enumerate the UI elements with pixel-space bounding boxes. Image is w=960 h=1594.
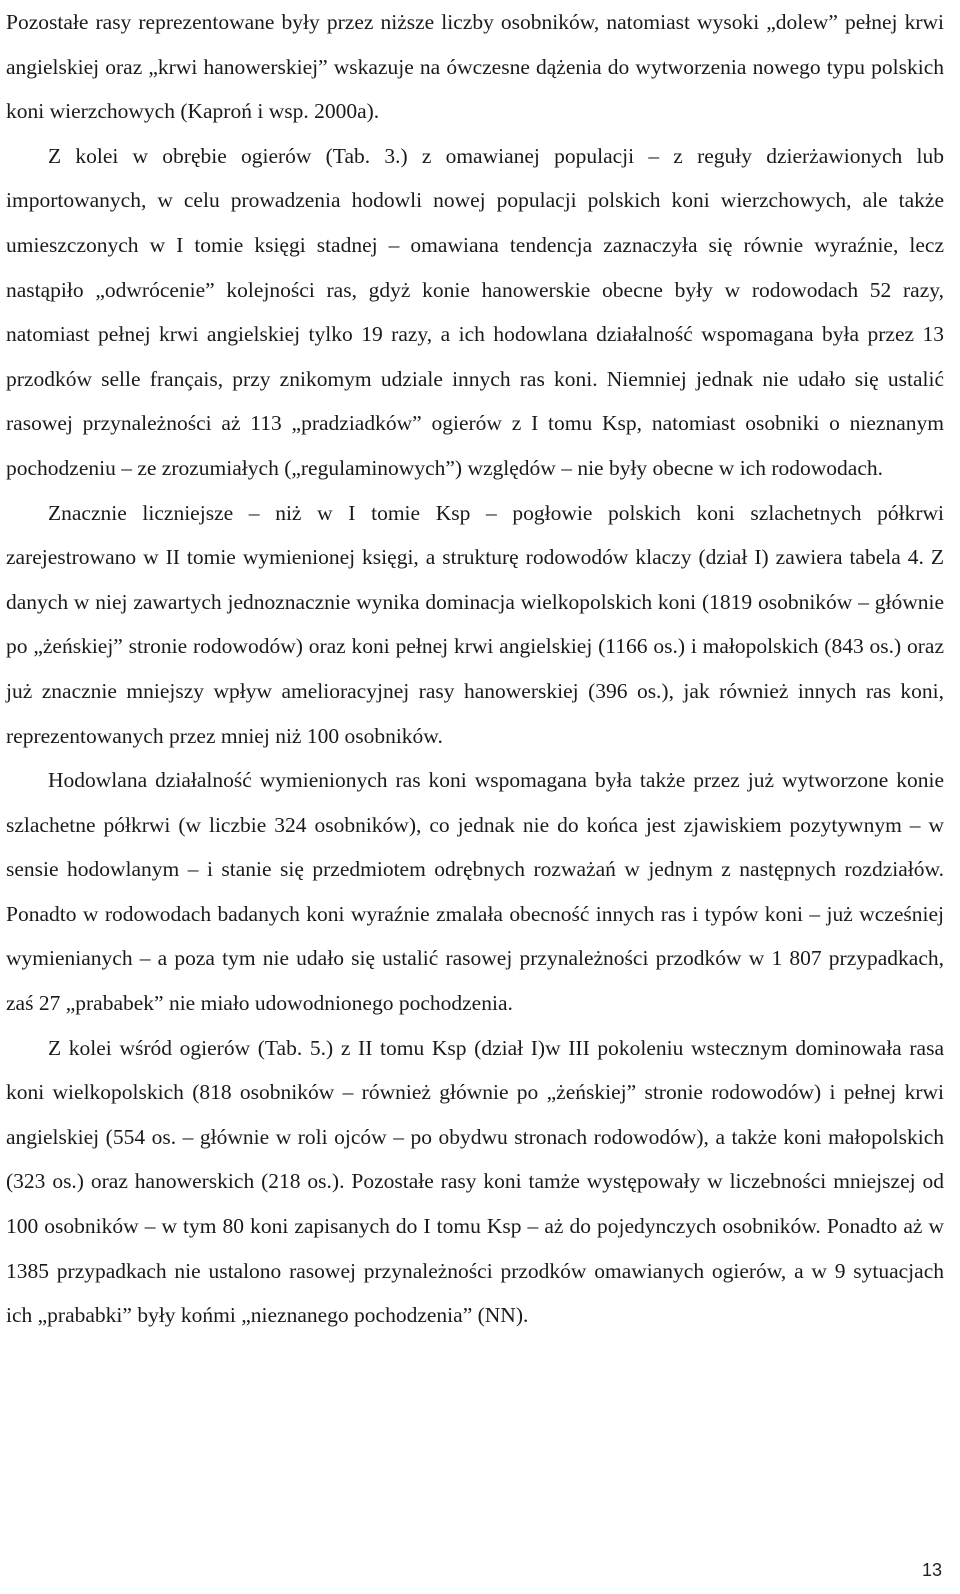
paragraph-4: Hodowlana działalność wymienionych ras koni wspomagana była także przez już wytworzone konie szlachetne półkrwi (w liczbie 324 osobników), co jednak nie do końca jest zjawiskiem pozytywnym – w sensie hodowlanym – i stanie się przedmiotem odrębnych rozważań w jednym z następnych rozdziałów. Ponadto w rodowodach badanych koni wyraźnie zmalała obecność innych ras i typów koni – już wcześniej wymienianych – a poza tym nie udało się ustalić rasowej przynależności przodków w 1 807 przypadkach, zaś 27 „prababek” nie miało udowodnionego pochodzenia.	[6, 768, 944, 1016]
document-page	[6, 0, 944, 1338]
page-number: 13	[921, 1560, 942, 1580]
paragraph-5: Z kolei wśród ogierów (Tab. 5.) z II tomu Ksp (dział I)w III pokoleniu wstecznym dominowała rasa koni wielkopolskich (818 osobników – również głównie po „żeńskiej” stronie rodowodów) i pełnej krwi angielskiej (554 os. – głównie w roli ojców – po obydwu stronach rodowodów), a także koni małopolskich (323 os.) oraz hanowerskich (218 os.). Pozostałe rasy koni tamże występowały w liczebności mniejszej od 100 osobników – w tym 80 koni zapisanych do I tomu Ksp – aż do pojedynczych osobników. Ponadto aż w 1385 przypadkach nie ustalono rasowej przynależności przodków omawianych ogierów, a w 9 sytuacjach ich „prababki” były końmi „nieznanego pochodzenia” (NN).	[6, 1035, 944, 1328]
paragraph-1: Pozostałe rasy reprezentowane były przez niższe liczby osobników, natomiast wysoki „dolew” pełnej krwi angielskiej oraz „krwi hanowerskiej” wskazuje na ówczesne dążenia do wytworzenia nowego typu polskich koni wierzchowych (Kaproń i wsp. 2000a).	[6, 10, 944, 124]
paragraph-2: Z kolei w obrębie ogierów (Tab. 3.) z omawianej populacji – z reguły dzierżawionych lub importowanych, w celu prowadzenia hodowli nowej populacji polskich koni wierzchowych, ale także umieszczonych w I tomie księgi stadnej – omawiana tendencja zaznaczyła się równie wyraźnie, lecz nastąpiło „odwrócenie” kolejności ras, gdyż konie hanowerskie obecne były w rodowodach 52 razy, natomiast pełnej krwi angielskiej tylko 19 razy, a ich hodowlana działalność wspomagana była przez 13 przodków selle français, przy znikomym udziale innych ras koni. Niemniej jednak nie udało się ustalić rasowej przynależności aż 113 „pradziadków” ogierów z I tomu Ksp, natomiast osobniki o nieznanym pochodzeniu – ze zrozumiałych („regulaminowych”) względów – nie były obecne w ich rodowodach.	[6, 143, 944, 480]
paragraph-3: Znacznie liczniejsze – niż w I tomie Ksp – pogłowie polskich koni szlachetnych półkrwi zarejestrowano w II tomie wymienionej księgi, a strukturę rodowodów klaczy (dział I) zawiera tabela 4. Z danych w niej zawartych jednoznacznie wynika dominacja wielkopolskich koni (1819 osobników – głównie po „żeńskiej” stronie rodowodów) oraz koni pełnej krwi angielskiej (1166 os.) i małopolskich (843 os.) oraz już znacznie mniejszy wpływ amelioracyjnej rasy hanowerskiej (396 os.), jak również innych ras koni, reprezentowanych przez mniej niż 100 osobników.	[6, 500, 944, 748]
